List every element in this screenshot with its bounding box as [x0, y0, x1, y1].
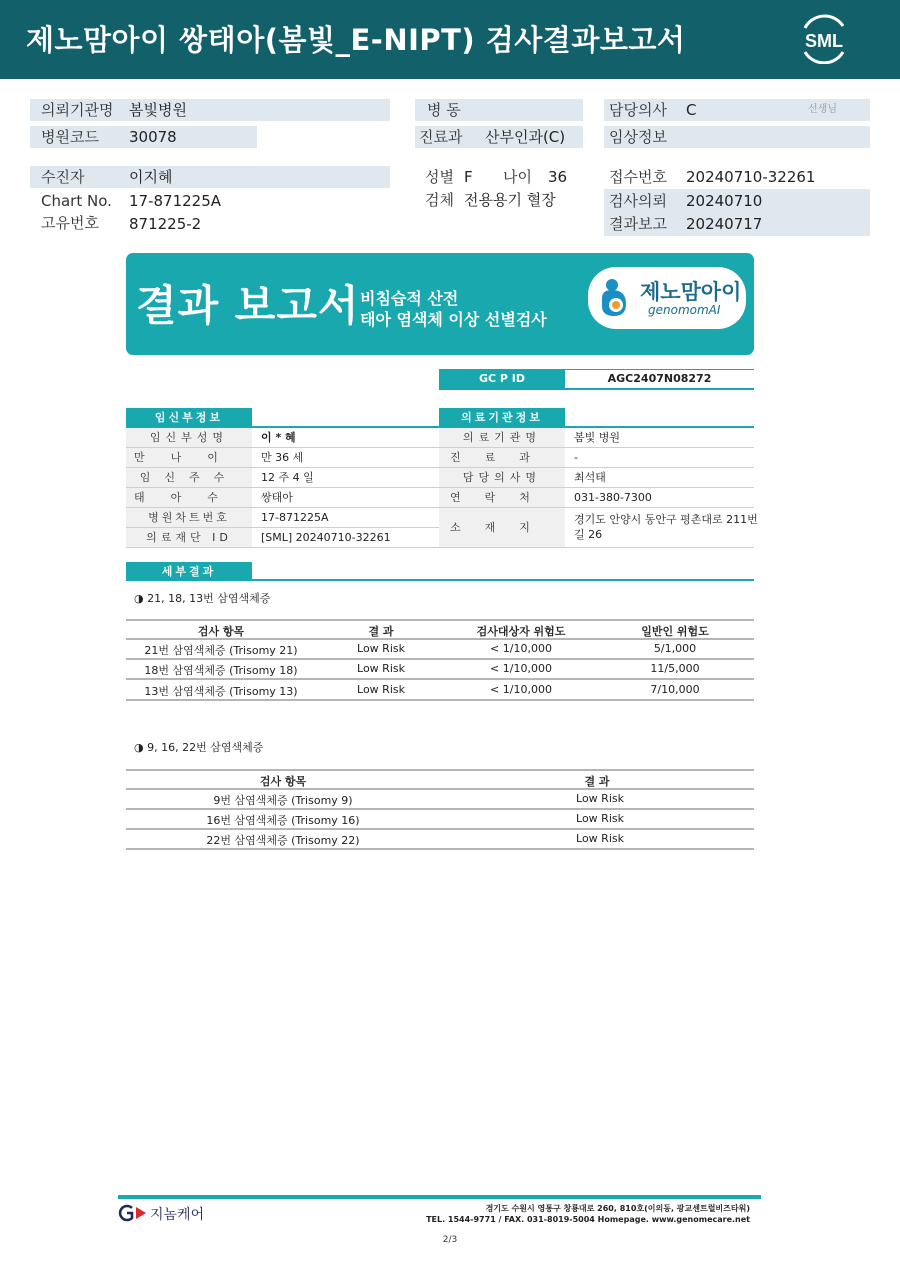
patient-value: 이지혜 — [129, 168, 173, 186]
sml-logo-icon — [797, 14, 851, 64]
genomecare-logo — [118, 1203, 228, 1223]
genomom-logo-name: 제노맘아이 — [640, 280, 742, 304]
pregnant-info-title: 임신부정보 — [126, 408, 252, 427]
genomecare-logo-text: 지놈케어 — [150, 1207, 205, 1223]
age-label: 나이 — [503, 168, 532, 186]
pregnant-row-label: 태아수 — [126, 488, 252, 507]
pregnant-row-label: 의료재단 ID — [126, 528, 252, 547]
pregnant-row-value: 만 36 세 — [261, 451, 304, 464]
genomom-logo-eng: genomomAI — [648, 303, 721, 317]
table-row: 7/10,000 — [650, 683, 700, 696]
sml-logo-text: SML — [805, 31, 843, 51]
specimen-label: 검체 — [425, 191, 454, 209]
unique-label: 고유번호 — [41, 214, 99, 232]
table-row: 5/1,000 — [653, 642, 697, 655]
institution-row-label: 진료과 — [439, 448, 565, 467]
receipt-value: 20240710-32261 — [686, 168, 816, 186]
institution-info-title: 의료기관정보 — [439, 408, 565, 427]
table-row: 21번 삼염색체증 (Trisomy 21) — [144, 644, 298, 657]
doctor-label: 담당의사 — [609, 101, 667, 119]
institution-label: 의뢰기관명 — [41, 101, 114, 119]
banner-subtitle-1: 비침습적 산전 — [360, 289, 459, 308]
institution-value: 봄빛병원 — [129, 101, 187, 119]
age-value: 36 — [548, 168, 568, 186]
table1-header: 일반인 위험도 — [641, 625, 709, 638]
genomecare-mark-icon — [118, 1203, 152, 1223]
pregnant-row-label: 만나이 — [126, 448, 252, 467]
pregnant-row-label: 병원차트번호 — [126, 508, 252, 527]
receipt-label: 접수번호 — [609, 168, 667, 186]
table-row: < 1/10,000 — [490, 683, 552, 696]
institution-row-value: 최석태 — [574, 471, 606, 484]
result-banner — [126, 253, 754, 355]
unique-value: 871225-2 — [129, 215, 202, 233]
banner-subtitle-2: 태아 염색체 이상 선별검사 — [360, 310, 547, 329]
hospital-code-value: 30078 — [129, 128, 177, 146]
gcpid-label: GC P ID — [439, 369, 565, 389]
institution-row-value: 031-380-7300 — [574, 491, 652, 504]
pregnant-row-value: 17-871225A — [261, 511, 329, 524]
details-title: 세부결과 — [126, 562, 252, 581]
report-date-value: 20240717 — [686, 215, 763, 233]
pregnant-row-value: 쌍태아 — [261, 491, 293, 504]
pregnant-row-value: 12 주 4 일 — [261, 471, 314, 484]
clinical-label: 임상정보 — [609, 128, 667, 146]
banner-title: 결과 보고서 — [136, 281, 360, 330]
pregnant-row-label: 임신부성명 — [126, 428, 252, 447]
table-row: < 1/10,000 — [490, 662, 552, 675]
table1-header: 결 과 — [368, 625, 394, 638]
dept-label: 진료과 — [419, 128, 463, 146]
table-row: Low Risk — [576, 812, 624, 825]
page-number: 2/3 — [442, 1235, 458, 1245]
genomom-logo — [588, 267, 746, 329]
table-row: Low Risk — [357, 642, 405, 655]
table-row: 9번 삼염색체증 (Trisomy 9) — [213, 794, 353, 807]
footer-divider — [118, 1195, 761, 1199]
table1-header: 검사 항목 — [197, 625, 245, 638]
report-date-label: 결과보고 — [609, 215, 667, 233]
doctor-suffix: 선생님 — [808, 104, 837, 115]
sex-value: F — [464, 168, 473, 186]
institution-row-label: 소재지 — [439, 508, 565, 547]
institution-row-label: 연락처 — [439, 488, 565, 507]
table-row: 11/5,000 — [650, 662, 700, 675]
institution-row-label: 담당의사명 — [439, 468, 565, 487]
report-header — [0, 0, 900, 79]
group1-subtitle: ◑ 21, 18, 13번 삼염색체증 — [134, 592, 271, 605]
dept-value: 산부인과(C) — [485, 128, 566, 146]
ward-label: 병 동 — [427, 101, 461, 119]
pregnant-row-label: 임신주수 — [126, 468, 252, 487]
institution-row-value: - — [574, 451, 578, 464]
table-row: Low Risk — [576, 792, 624, 805]
footer-contact: TEL. 1544-9771 / FAX. 031-8019-5004 Homepage. www.genomecare.net — [426, 1215, 750, 1224]
specimen-value: 전용용기 혈장 — [464, 191, 556, 209]
sex-label: 성별 — [425, 168, 454, 186]
institution-row-label: 의료기관명 — [439, 428, 565, 447]
group2-subtitle: ◑ 9, 16, 22번 삼염색체증 — [134, 741, 264, 754]
gcpid-value: AGC2407N08272 — [607, 372, 712, 385]
hospital-code-label: 병원코드 — [41, 128, 99, 146]
table-row: Low Risk — [576, 832, 624, 845]
report-title: 제노맘아이 쌍태아(봄빛_E-NIPT) 검사결과보고서 — [26, 23, 686, 57]
table2-header: 결 과 — [584, 775, 610, 788]
doctor-value: C — [686, 101, 697, 119]
request-label: 검사의뢰 — [609, 192, 667, 210]
institution-row-value: 봄빛 병원 — [574, 431, 621, 444]
table-row: Low Risk — [357, 683, 405, 696]
institution-row-value: 경기도 안양시 동안구 평촌대로 211번 — [574, 513, 758, 526]
table-row: 13번 삼염색체증 (Trisomy 13) — [144, 685, 298, 698]
table2-header: 검사 항목 — [259, 775, 307, 788]
pregnant-row-value: 이 * 혜 — [261, 431, 296, 444]
table-row: Low Risk — [357, 662, 405, 675]
institution-row-value-2: 길 26 — [574, 528, 603, 541]
patient-label: 수진자 — [41, 168, 85, 186]
footer-address: 경기도 수원시 영통구 창룡대로 260, 810호(이의동, 광교센트럴비즈타워) — [485, 1204, 750, 1213]
mother-baby-icon — [596, 276, 640, 320]
table1-header: 검사대상자 위험도 — [476, 625, 566, 638]
table-row: < 1/10,000 — [490, 642, 552, 655]
table-row: 16번 삼염색체증 (Trisomy 16) — [206, 814, 360, 827]
pregnant-row-value: [SML] 20240710-32261 — [261, 531, 391, 544]
table-row: 18번 삼염색체증 (Trisomy 18) — [144, 664, 298, 677]
chart-value: 17-871225A — [129, 192, 222, 210]
table-row: 22번 삼염색체증 (Trisomy 22) — [206, 834, 360, 847]
request-value: 20240710 — [686, 192, 763, 210]
chart-label: Chart No. — [41, 192, 112, 210]
